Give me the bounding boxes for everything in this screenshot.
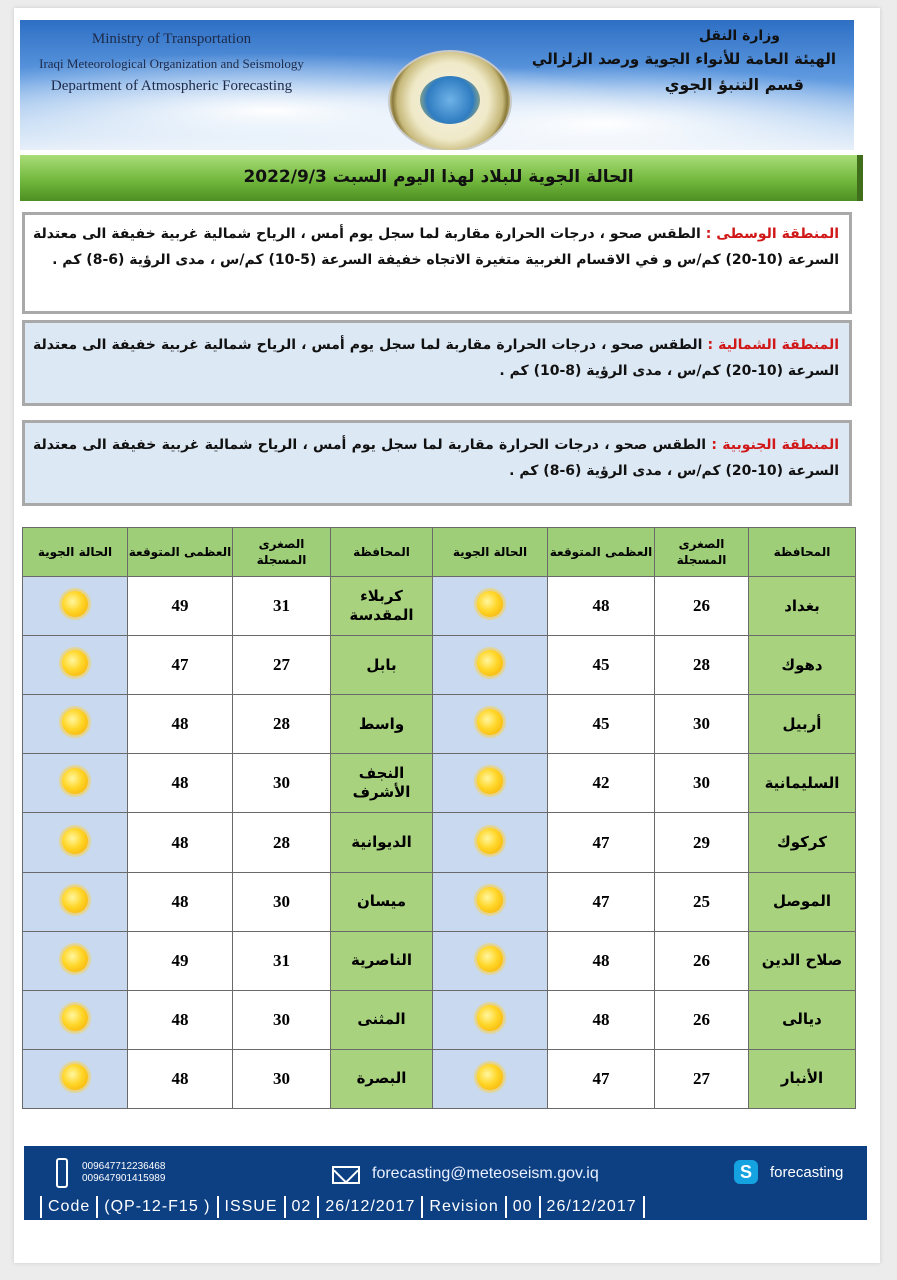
province-cell: البصرة [331, 1049, 433, 1108]
condition-cell [433, 695, 548, 754]
bulletin-title: الحالة الجوية للبلاد لهذا اليوم السبت 2022/9/3 [243, 167, 634, 187]
max-temp-cell: 48 [548, 990, 655, 1049]
revision-value: 00 [507, 1196, 541, 1218]
sun-icon [62, 828, 88, 854]
condition-cell [23, 577, 128, 636]
max-temp-cell: 47 [548, 872, 655, 931]
code-label: Code [40, 1196, 98, 1218]
sun-icon [62, 650, 88, 676]
min-temp-cell: 30 [655, 695, 749, 754]
mail-icon [332, 1166, 360, 1184]
footer-bar [24, 1146, 867, 1220]
sun-icon [62, 709, 88, 735]
min-temp-cell: 30 [233, 754, 331, 813]
province-cell: كربلاء المقدسة [331, 577, 433, 636]
min-temp-cell: 29 [655, 813, 749, 872]
sun-icon [477, 709, 503, 735]
header-condition: الحالة الجوية [23, 528, 128, 577]
phone-number-2[interactable]: 009647901415989 [82, 1173, 166, 1184]
region-label: المنطقة الوسطى : [705, 226, 840, 242]
condition-cell [433, 1049, 548, 1108]
issue-label: ISSUE [219, 1196, 286, 1218]
condition-cell [433, 813, 548, 872]
max-temp-cell: 48 [128, 1049, 233, 1108]
organization-name-en: Iraqi Meteorological Organization and Seismology [39, 56, 304, 71]
min-temp-cell: 27 [233, 636, 331, 695]
condition-cell [23, 813, 128, 872]
condition-cell [433, 577, 548, 636]
min-temp-cell: 26 [655, 990, 749, 1049]
max-temp-cell: 42 [548, 754, 655, 813]
sun-icon [477, 591, 503, 617]
condition-cell [433, 754, 548, 813]
condition-cell [433, 872, 548, 931]
province-cell: دهوك [749, 636, 856, 695]
skype-icon: S [734, 1160, 758, 1184]
condition-cell [23, 695, 128, 754]
min-temp-cell: 30 [233, 1049, 331, 1108]
min-temp-cell: 31 [233, 931, 331, 990]
max-temp-cell: 45 [548, 695, 655, 754]
province-cell: النجف الأشرف [331, 754, 433, 813]
region-text: الطقس صحو ، درجات الحرارة مقاربة لما سجل يوم أمس ، الرياح شمالية غربية خفيفة الى معتدلة السرعة (10-20) كم/س ، مدى الرؤية (8-10) كم . [33, 337, 839, 379]
condition-cell [23, 1049, 128, 1108]
sun-icon [62, 1064, 88, 1090]
province-cell: واسط [331, 695, 433, 754]
table-row [23, 931, 856, 990]
min-temp-cell: 27 [655, 1049, 749, 1108]
sun-icon [477, 887, 503, 913]
province-cell: بغداد [749, 577, 856, 636]
condition-cell [433, 990, 548, 1049]
province-cell: أربيل [749, 695, 856, 754]
max-temp-cell: 48 [548, 577, 655, 636]
province-cell: بابل [331, 636, 433, 695]
table-row [23, 577, 856, 636]
condition-cell [23, 636, 128, 695]
organization-logo [388, 50, 512, 150]
province-cell: المثنى [331, 990, 433, 1049]
revision-date: 26/12/2017 [541, 1196, 645, 1218]
header-banner [20, 20, 854, 150]
condition-cell [23, 931, 128, 990]
province-cell: ديالى [749, 990, 856, 1049]
min-temp-cell: 25 [655, 872, 749, 931]
min-temp-cell: 28 [655, 636, 749, 695]
sun-icon [477, 946, 503, 972]
max-temp-cell: 49 [128, 577, 233, 636]
province-cell: كركوك [749, 813, 856, 872]
document-control-row [40, 1196, 645, 1218]
phone-number-1[interactable]: 009647712236468 [82, 1161, 166, 1172]
condition-cell [433, 931, 548, 990]
table-row [23, 754, 856, 813]
sun-icon [477, 768, 503, 794]
header-min: الصغرى المسجلة [233, 528, 331, 577]
province-cell: ميسان [331, 872, 433, 931]
province-cell: السليمانية [749, 754, 856, 813]
province-cell: الديوانية [331, 813, 433, 872]
header-max: العظمى المتوقعة [128, 528, 233, 577]
issue-date: 26/12/2017 [319, 1196, 423, 1218]
sun-icon [62, 1005, 88, 1031]
province-cell: الموصل [749, 872, 856, 931]
max-temp-cell: 45 [548, 636, 655, 695]
sun-icon [477, 1064, 503, 1090]
max-temp-cell: 48 [128, 813, 233, 872]
region-northern [22, 320, 852, 406]
min-temp-cell: 30 [233, 872, 331, 931]
sun-icon [477, 650, 503, 676]
min-temp-cell: 26 [655, 577, 749, 636]
ministry-name-ar: وزارة النقل [698, 28, 780, 44]
province-cell: الناصرية [331, 931, 433, 990]
weather-table [22, 527, 856, 1109]
header-max: العظمى المتوقعة [548, 528, 655, 577]
max-temp-cell: 48 [128, 695, 233, 754]
department-name-en: Department of Atmospheric Forecasting [50, 78, 293, 94]
max-temp-cell: 47 [548, 813, 655, 872]
ministry-name-en: Ministry of Transportation [91, 31, 252, 47]
max-temp-cell: 47 [128, 636, 233, 695]
sun-icon [62, 946, 88, 972]
sun-icon [477, 828, 503, 854]
max-temp-cell: 47 [548, 1049, 655, 1108]
max-temp-cell: 48 [128, 990, 233, 1049]
revision-label: Revision [423, 1196, 506, 1218]
max-temp-cell: 48 [548, 931, 655, 990]
sun-icon [62, 591, 88, 617]
sun-icon [62, 887, 88, 913]
min-temp-cell: 28 [233, 695, 331, 754]
table-row [23, 813, 856, 872]
table-row [23, 1049, 856, 1108]
title-bar [20, 155, 863, 201]
header-min: الصغرى المسجلة [655, 528, 749, 577]
condition-cell [23, 990, 128, 1049]
sun-icon [477, 1005, 503, 1031]
region-label: المنطقة الجنوبية : [711, 437, 839, 453]
table-row [23, 636, 856, 695]
max-temp-cell: 48 [128, 872, 233, 931]
region-label: المنطقة الشمالية : [707, 337, 840, 353]
header-condition: الحالة الجوية [433, 528, 548, 577]
min-temp-cell: 28 [233, 813, 331, 872]
condition-cell [433, 636, 548, 695]
phone-numbers [82, 1161, 165, 1185]
header-province: المحافظة [331, 528, 433, 577]
region-central [22, 212, 852, 314]
code-value: (QP-12-F15 ) [98, 1196, 218, 1218]
min-temp-cell: 30 [233, 990, 331, 1049]
max-temp-cell: 48 [128, 754, 233, 813]
max-temp-cell: 49 [128, 931, 233, 990]
province-cell: الأنبار [749, 1049, 856, 1108]
header-province: المحافظة [749, 528, 856, 577]
organization-name-ar: الهيئة العامة للأنواء الجوية ورصد الزلزالي [531, 50, 836, 68]
region-text: الطقس صحو ، درجات الحرارة مقاربة لما سجل يوم أمس ، الرياح شمالية غربية خفيفة الى معتدلة السرعة (10-20) كم/س ، مدى الرؤية (6-8) كم . [33, 437, 839, 479]
condition-cell [23, 754, 128, 813]
table-row [23, 695, 856, 754]
region-southern [22, 420, 852, 506]
region-text: الطقس صحو ، درجات الحرارة مقاربة لما سجل يوم أمس ، الرياح شمالية غربية خفيفة الى معتدلة السرعة (10-20) كم/س و في الاقسام الغربية متغيرة الاتجاه خفيفة السرعة (5-10) كم/س ، مدى الرؤية (6-8) كم . [33, 226, 839, 268]
email-link[interactable]: forecasting@meteoseism.gov.iq [372, 1165, 599, 1182]
condition-cell [23, 872, 128, 931]
issue-value: 02 [286, 1196, 320, 1218]
table-header-row [23, 528, 856, 577]
skype-link[interactable]: forecasting [770, 1164, 844, 1181]
sun-icon [62, 768, 88, 794]
min-temp-cell: 26 [655, 931, 749, 990]
table-row [23, 990, 856, 1049]
min-temp-cell: 31 [233, 577, 331, 636]
table-row [23, 872, 856, 931]
department-name-ar: قسم التنبؤ الجوي [664, 75, 804, 94]
phone-icon [56, 1158, 68, 1188]
min-temp-cell: 30 [655, 754, 749, 813]
province-cell: صلاح الدين [749, 931, 856, 990]
